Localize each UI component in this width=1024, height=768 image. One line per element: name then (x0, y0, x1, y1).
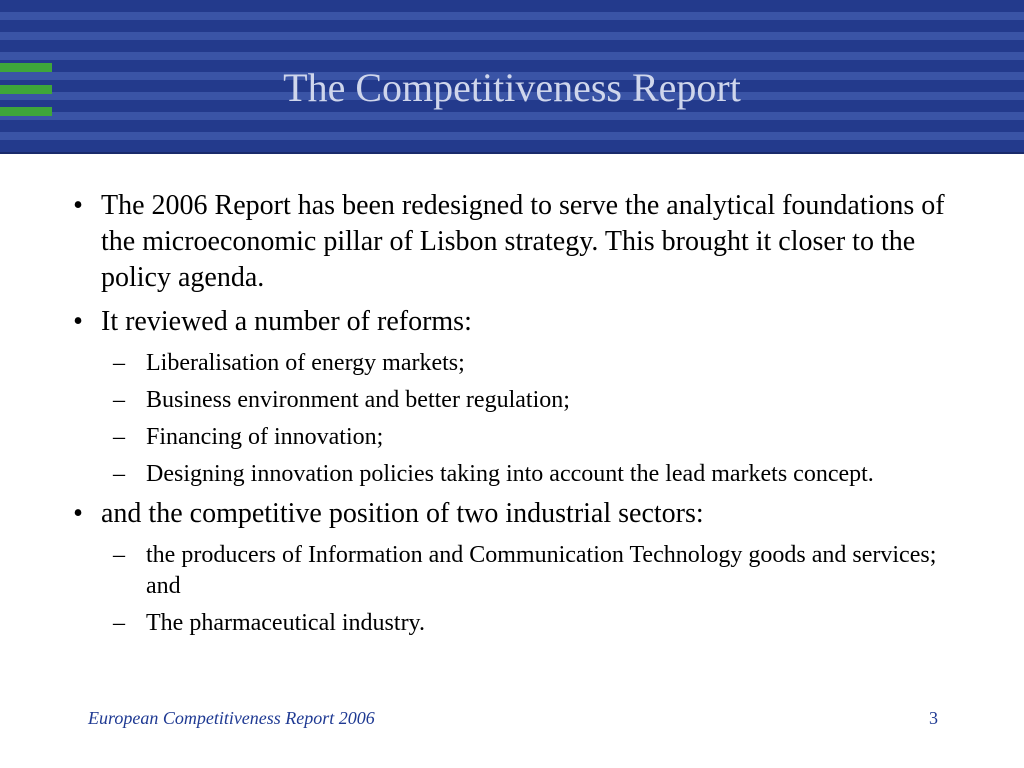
sub-bullet-marker: – (113, 461, 125, 487)
bullet-marker: • (73, 498, 83, 529)
bullet-text: and the competitive position of two industrial sectors: (101, 498, 704, 529)
sub-bullet-item (113, 422, 955, 453)
sub-bullet-text: Liberalisation of energy markets; (146, 350, 465, 376)
bullet-item (55, 496, 955, 532)
bullet-text: The 2006 Report has been redesigned to serve the analytical foundations of the microeconomic pillar of Lisbon strategy. This brought it closer to the policy agenda. (101, 190, 945, 293)
sub-bullet-marker: – (113, 424, 125, 450)
sub-bullet-text: Business environment and better regulation; (146, 387, 570, 413)
bullet-marker: • (73, 190, 83, 221)
bullet-marker: • (73, 306, 83, 337)
sub-bullet-item (113, 348, 955, 379)
sub-bullet-text: The pharmaceutical industry. (146, 610, 425, 636)
header-border (0, 152, 1024, 154)
footer-title: European Competitiveness Report 2006 (88, 708, 375, 728)
sub-bullet-text: Designing innovation policies taking into account the lead markets concept. (146, 461, 874, 487)
sub-bullet-text: the producers of Information and Communication Technology goods and services; and (146, 542, 937, 599)
sub-bullet-marker: – (113, 387, 125, 413)
page-number: 3 (929, 708, 938, 728)
bullet-text: It reviewed a number of reforms: (101, 306, 472, 337)
sub-bullet-item (113, 540, 955, 602)
slide-content (55, 188, 955, 645)
slide-title: The Competitiveness Report (283, 65, 741, 110)
sub-bullet-marker: – (113, 350, 125, 376)
bullet-item (55, 304, 955, 340)
sub-bullet-text: Financing of innovation; (146, 424, 384, 450)
sub-bullet-marker: – (113, 542, 125, 568)
sub-bullet-item (113, 385, 955, 416)
sub-bullet-item (113, 459, 955, 490)
sub-bullet-marker: – (113, 610, 125, 636)
sub-bullet-item (113, 608, 955, 639)
bullet-item (55, 188, 955, 296)
